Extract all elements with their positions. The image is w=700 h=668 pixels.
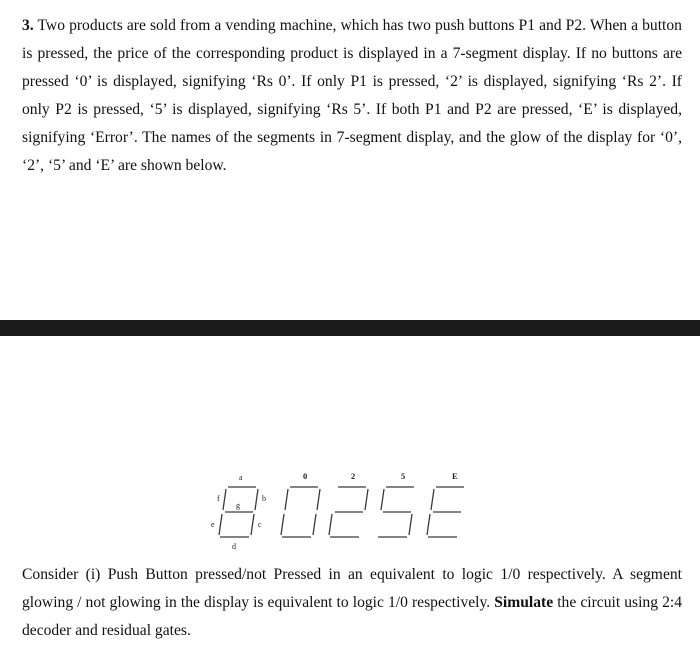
digit-0-display — [281, 471, 320, 537]
instruction-paragraph — [22, 561, 682, 645]
label-c: c — [258, 520, 262, 529]
digit-5-label: 5 — [401, 471, 406, 481]
instruction-text: Consider (i) Push Button pressed/not Pressed in an equivalent to logic 1/0 respectively. A segment glowing / not glowing in the display is equivalent to logic 1/0 respectively. — [22, 566, 682, 611]
digit-e-display — [427, 471, 464, 537]
segment-e — [219, 514, 222, 535]
separator-bar — [0, 320, 700, 336]
digit-5-display — [378, 471, 414, 537]
digit-e-label: E — [452, 471, 458, 481]
segment-c — [251, 514, 254, 535]
question-number: 3. — [22, 17, 34, 34]
segment-b — [255, 489, 258, 510]
label-e: e — [211, 520, 215, 529]
question-paragraph — [22, 12, 682, 180]
label-d: d — [232, 542, 236, 551]
question-text: Two products are sold from a vending machine, which has two push buttons P1 and P2. When a button is pressed, the price of the corresponding product is displayed in a 7-segment display. If no buttons are pressed ‘0’ is displayed, signifying ‘Rs 0’. If only P1 is pressed, ‘2’ is displayed, signifying ‘Rs 2’. If only P2 is pressed, ‘5’ is displayed, signifying ‘Rs 5’. If both P1 and P2 are pressed, ‘E’ is displayed, signifying ‘Error’. The names of the segments in 7-segment display, and the glow of the display for ‘0’, ‘2’, ‘5’ and ‘E’ are shown below. — [22, 17, 682, 174]
instruction-emphasis: Simulate — [494, 594, 554, 611]
segment-f — [223, 489, 226, 510]
reference-digit — [211, 473, 266, 551]
seven-segment-figure — [200, 464, 500, 554]
instruction-tail: the circuit using 2:4 decoder and residual gates. — [22, 594, 682, 639]
label-b: b — [262, 494, 266, 503]
digit-2-label: 2 — [351, 471, 356, 481]
label-f: f — [217, 494, 220, 503]
label-g: g — [236, 501, 240, 510]
digit-0-label: 0 — [303, 471, 308, 481]
seven-segment-diagram — [200, 464, 500, 554]
label-a: a — [239, 473, 243, 482]
digit-2-display — [329, 471, 368, 537]
